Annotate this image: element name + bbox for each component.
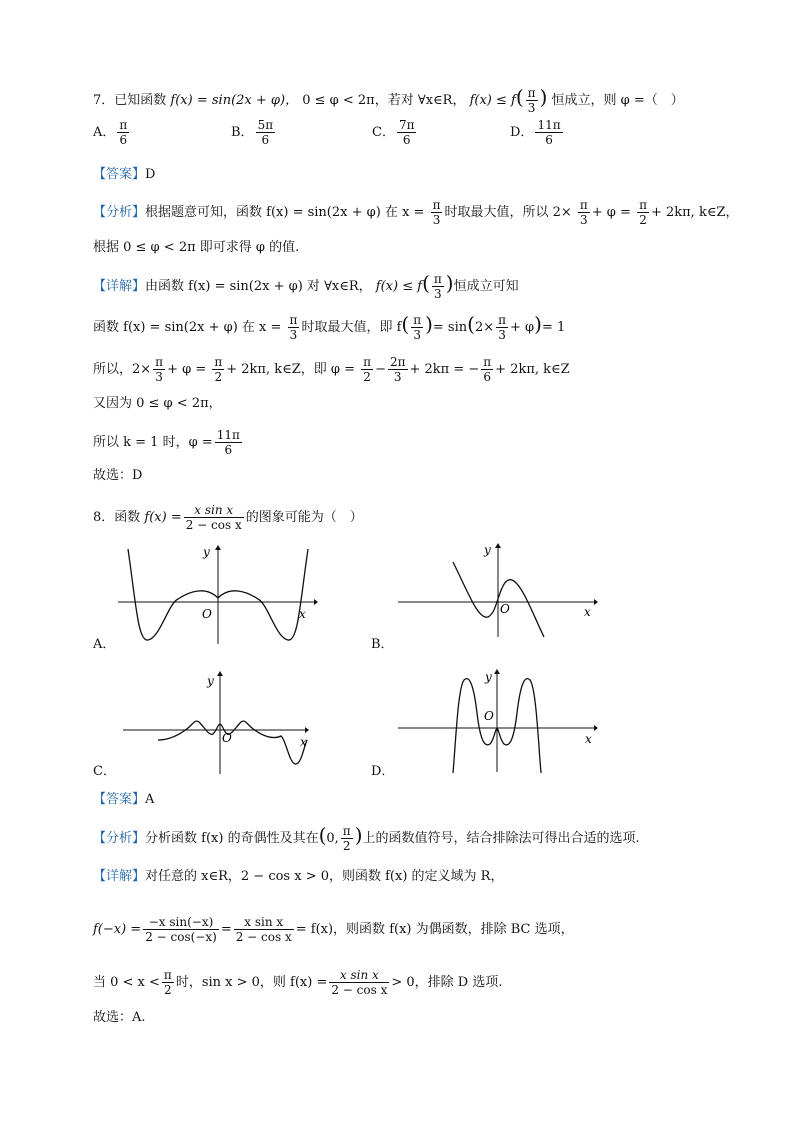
answer-tag: 【答案】 xyxy=(93,792,146,807)
q7-stem: 7．已知函数 f(x) = sin(2x + φ)， 0 ≤ φ < 2π，若对 ∀x∈R， f(x) ≤ f( $\frac{\pi}{3}$ ) 恒成立，则 φ =（ ） xyxy=(93,85,684,115)
analysis-tag: 【分析】 xyxy=(93,831,146,846)
y-axis-arrow xyxy=(495,543,501,548)
axis-x-label: x xyxy=(299,607,306,621)
q7-number: 7．已知函数 xyxy=(93,93,167,108)
answer-value: A xyxy=(145,792,155,807)
q8-graph-b[interactable] xyxy=(398,542,598,642)
q8-graph-d[interactable] xyxy=(398,668,598,774)
q8-detail-line3: 当 0 < x < $\frac{\pi}{2}$ 时，sin x > 0，则 f(x) = $\frac{\text{x sin x}}{\text{2 − cos x}}$ > 0，排除 D 选项. xyxy=(93,968,503,997)
q8-number: 8．函数 xyxy=(93,510,141,525)
axis-x-label: x xyxy=(300,735,307,749)
q8-conclusion: 故选：A. xyxy=(93,1010,146,1025)
analysis-tag: 【分析】 xyxy=(93,205,146,220)
q7-condition: 0 ≤ φ < 2π，若对 ∀x∈R， xyxy=(302,93,466,108)
q7-option-d[interactable]: D． $\frac{11\pi}{6}$ xyxy=(510,118,561,147)
q7-frac-pi3: $\frac{\pi}{3}$ xyxy=(527,86,536,115)
q7-option-c[interactable]: C． $\frac{7\pi}{6}$ xyxy=(372,118,415,147)
x-axis-arrow xyxy=(305,727,309,733)
axis-x-label: x xyxy=(585,732,592,746)
axis-y-label: y xyxy=(207,674,214,688)
q7-analysis-line2: 根据 0 ≤ φ < 2π 即可求得 φ 的值. xyxy=(93,240,300,255)
q8-figure-label-c: C． xyxy=(93,764,116,779)
q8-detail-line2: f(−x) = $\frac{\text{−x sin(−x)}}{2 - \cos(-x)}$ = $\frac{\text{x sin x}}{\text{2 − cos x}}$ = f(x)，则函数 f(x) 为偶函数，排除 BC 选项， xyxy=(93,915,574,944)
y-axis-arrow xyxy=(217,671,223,676)
curve xyxy=(158,721,307,764)
x-axis-arrow xyxy=(314,599,318,605)
axis-y-label: y xyxy=(484,543,491,557)
origin-label: O xyxy=(484,709,494,723)
axis-y-label: y xyxy=(203,545,210,559)
q7-answer xyxy=(93,165,155,185)
y-axis-arrow xyxy=(215,545,221,550)
q8-function-frac: $\frac{\text{x sin x}}{\text{2 − cos x}}$ xyxy=(185,503,242,532)
q8-analysis: 【分析】分析函数 f(x) 的奇偶性及其在(0, $\frac{\pi}{2}$ )上的函数值符号，结合排除法可得出合适的选项. xyxy=(93,823,640,853)
axis-x-label: x xyxy=(584,605,591,619)
q8-detail-line1: 【详解】对任意的 x∈R，2 − cos x > 0，则函数 f(x) 的定义域为 R， xyxy=(93,869,504,884)
q8-figure-label-b: B． xyxy=(371,637,394,652)
y-axis-arrow xyxy=(494,669,500,674)
q7-detail-line2: 函数 f(x) = sin(2x + φ) 在 x = $\frac{\pi}{3}$ 时取最大值，即 f( $\frac{\pi}{3}$ )= sin(2× $\frac{\pi}{3}$ + φ)= 1 xyxy=(93,312,566,342)
origin-label: O xyxy=(222,731,232,745)
q8-graph-a[interactable] xyxy=(118,544,318,644)
detail-tag: 【详解】 xyxy=(93,869,146,884)
q8-graph-c[interactable] xyxy=(123,670,323,774)
q8-figure-label-d: D． xyxy=(371,764,395,779)
q7-function: f(x) = sin(2x + φ)， xyxy=(170,93,299,108)
q7-option-b[interactable]: B． $\frac{5\pi}{6}$ xyxy=(231,118,274,147)
q7-option-a[interactable]: A． $\frac{\pi}{6}$ xyxy=(93,118,128,147)
q7-analysis-line1: 【分析】根据题意可知，函数 f(x) = sin(2x + φ) 在 x = $\frac{\pi}{3}$ 时取最大值，所以 2× $\frac{\pi}{3}$ + φ = $\frac{\pi}{2}$ + 2kπ, k∈Z， xyxy=(93,198,739,227)
x-axis-arrow xyxy=(594,725,598,731)
detail-tag: 【详解】 xyxy=(93,279,146,294)
x-axis-arrow xyxy=(594,599,598,605)
answer-tag: 【答案】 xyxy=(93,167,146,182)
q7-conclusion: 故选：D xyxy=(93,468,143,483)
answer-value: D xyxy=(145,167,156,182)
origin-label: O xyxy=(202,607,212,621)
q7-inequality: f(x) ≤ f xyxy=(469,93,516,108)
q7-detail-line4: 又因为 0 ≤ φ < 2π， xyxy=(93,396,222,411)
q8-stem: 8．函数 f(x) = $\frac{\text{x sin x}}{\text{2 − cos x}}$ 的图象可能为（ ） xyxy=(93,503,363,532)
origin-label: O xyxy=(500,602,510,616)
q7-detail-line1: 【详解】由函数 f(x) = sin(2x + φ) 对 ∀x∈R， f(x) ≤ f( $\frac{\pi}{3}$ )恒成立可知 xyxy=(93,271,519,301)
q8-figure-label-a: A． xyxy=(93,637,116,652)
axis-y-label: y xyxy=(485,670,492,684)
q8-answer xyxy=(93,790,154,810)
q7-ask: 恒成立，则 φ =（ ） xyxy=(551,93,684,108)
q7-detail-line3: 所以，2× $\frac{\pi}{3}$ + φ = $\frac{\pi}{2}$ + 2kπ, k∈Z，即 φ = $\frac{\pi}{2}$ − $\frac{2\pi}{3}$ + 2kπ = − $\frac{\pi}{6}$ + 2kπ, k∈Z xyxy=(93,355,570,384)
q7-detail-line5: 所以 k = 1 时，φ = $\frac{11\pi}{6}$ xyxy=(93,428,240,457)
